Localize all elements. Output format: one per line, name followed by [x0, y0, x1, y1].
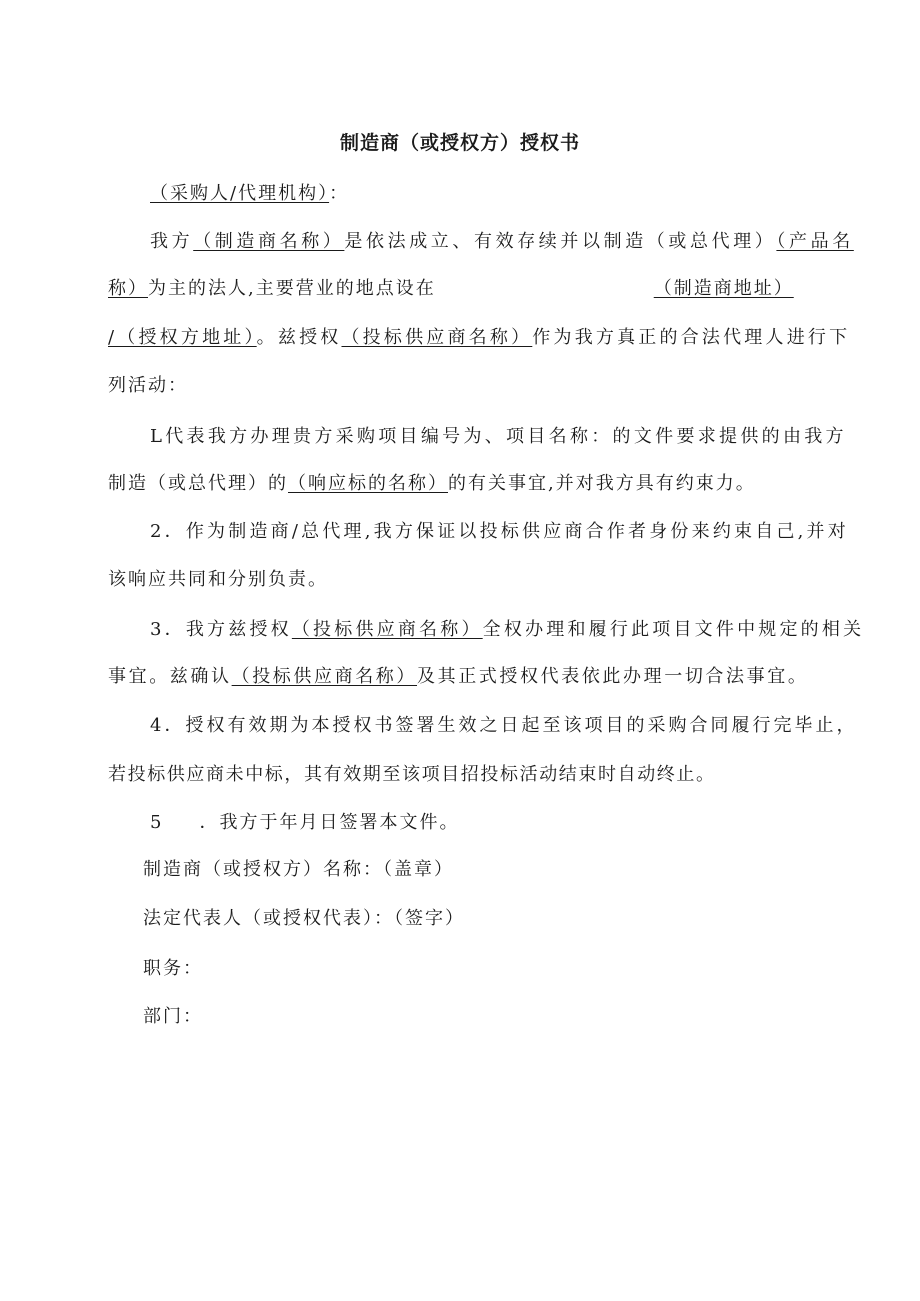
position-line: 职务：: [143, 958, 203, 979]
paragraph-1-line-1: [150, 229, 854, 255]
recipient-suffix: ：: [329, 183, 350, 204]
paragraph-1-line-3: [108, 325, 850, 351]
text-segment: 3．我方兹授权: [150, 619, 292, 640]
recipient-line: [150, 181, 349, 207]
response-item-placeholder: （响应标的名称）: [288, 473, 448, 494]
product-name-placeholder: （产品名: [776, 231, 854, 252]
text-segment: 全权办理和履行此项目文件中规定的相关: [482, 619, 865, 640]
item-3-line-1: [150, 617, 864, 643]
item-2-line-2: 该响应共同和分别负责。: [108, 569, 328, 590]
item-1-line-2: [108, 471, 756, 497]
paragraph-1-line-2: [108, 276, 794, 302]
text-segment: 制造（或总代理）的: [108, 473, 288, 494]
supplier-name-placeholder: （投标供应商名称）: [231, 666, 418, 687]
text-segment: 是依法成立、有效存续并以制造（或总代理）: [344, 231, 777, 252]
text-segment: 事宜。兹确认: [108, 666, 232, 687]
supplier-name-placeholder: （投标供应商名称）: [341, 327, 533, 348]
recipient-placeholder: （采购人/代理机构）: [150, 183, 330, 204]
item-4-line-1: 4．授权有效期为本授权书签署生效之日起至该项目的采购合同履行完毕止，: [150, 715, 858, 736]
text-segment: 的有关事宜,并对我方具有约束力。: [448, 473, 756, 494]
supplier-name-placeholder: （投标供应商名称）: [291, 619, 483, 640]
manufacturer-address-placeholder: （制造商地址）: [653, 278, 794, 299]
text-segment: 及其正式授权代表依此办理一切合法事宜。: [417, 666, 809, 687]
item-5-text: ．我方于年月日签署本文件。: [199, 812, 460, 833]
item-4-line-2: 若投标供应商未中标，其有效期至该项目招投标活动结束时自动终止。: [108, 764, 716, 785]
department-line: 部门：: [143, 1006, 203, 1027]
product-name-placeholder-end: 称）: [108, 278, 148, 299]
item-5-line: [150, 810, 459, 836]
manufacturer-name-placeholder: （制造商名称）: [193, 231, 345, 252]
item-1-line-1: L代表我方办理贵方采购项目编号为、项目名称：的文件要求提供的由我方: [150, 426, 847, 447]
item-3-line-2: [108, 664, 808, 690]
text-segment: 为主的法人,主要营业的地点设在: [148, 278, 436, 299]
representative-signature-line: 法定代表人（或授权代表）：（签字）: [143, 908, 465, 929]
text-segment: 作为我方真正的合法代理人进行下: [532, 327, 851, 348]
authorizer-address-placeholder: /（授权方地址）: [108, 327, 257, 348]
paragraph-1-line-4: 列活动：: [108, 375, 188, 396]
text-segment: 我方: [150, 231, 194, 252]
manufacturer-signature-line: 制造商（或授权方）名称：（盖章）: [143, 859, 454, 880]
item-2-line-1: 2．作为制造商/总代理,我方保证以投标供应商合作者身份来约束自己,并对: [150, 521, 849, 542]
text-segment: 。兹授权: [256, 327, 342, 348]
document-title: 制造商（或授权方）授权书: [339, 132, 580, 154]
item-5-number: 5: [150, 812, 164, 833]
